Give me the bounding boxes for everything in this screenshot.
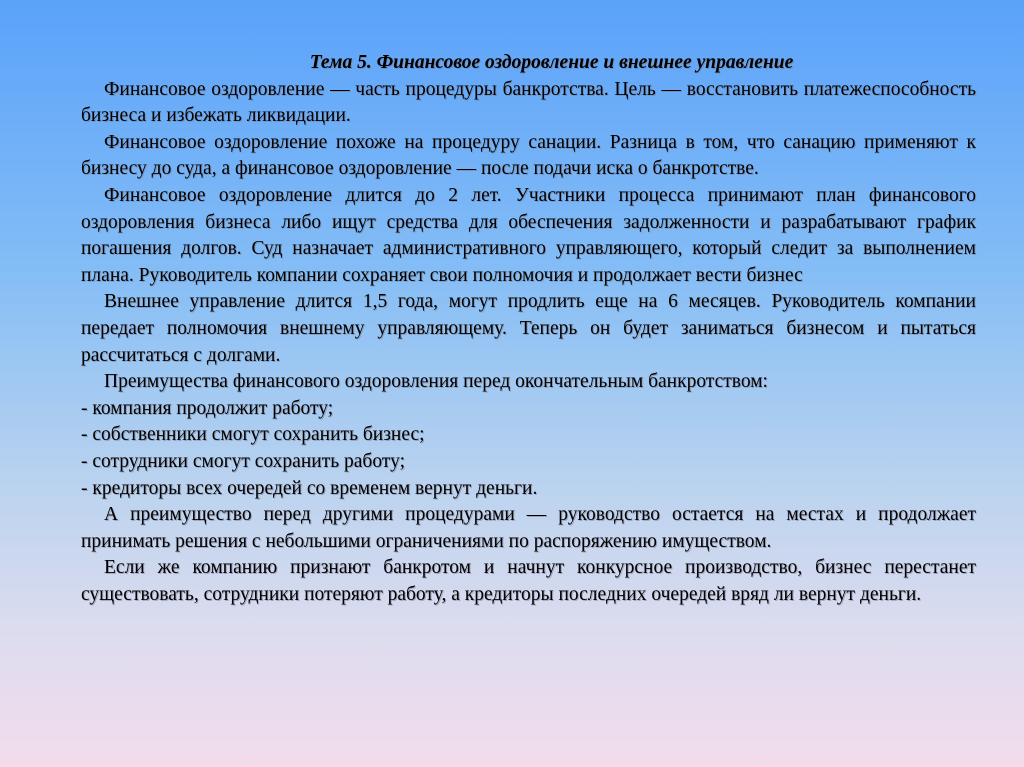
paragraph-sanation: Финансовое оздоровление похоже на процедуру санации. Разница в том, что санацию применяют к бизнесу до суда, а финансовое оздоровление — после подачи иска о банкротстве.	[81, 131, 976, 180]
slide-text	[81, 50, 976, 608]
paragraph-advantages-intro: Преимущества финансового оздоровления перед окончательным банкротством:	[104, 371, 768, 393]
list-item: - компания продолжит работу;	[81, 397, 334, 419]
paragraph-definition: Финансовое оздоровление — часть процедуры банкротства. Цель — восстановить платежеспособность бизнеса и избежать ликвидации.	[81, 78, 976, 127]
list-item: - кредиторы всех очередей со временем вернут деньги.	[81, 477, 538, 499]
list-item: - сотрудники смогут сохранить работу;	[81, 450, 405, 472]
paragraph-procedure-advantage: А преимущество перед другими процедурами — руководство остается на местах и продолжает принимать решения с небольшими ограничениями по распоряжению имуществом.	[81, 504, 976, 552]
list-item: - собственники смогут сохранить бизнес;	[81, 424, 425, 446]
slide-title: Тема 5. Финансовое оздоровление и внешнее управление	[309, 52, 794, 73]
paragraph-duration: Финансовое оздоровление длится до 2 лет. Участники процесса принимают план финансового оздоровления бизнеса либо ищут средства для обеспечения задолженности и разрабатывают график погашения долгов. Суд назначает административного управляющего, который следит за выполнением плана. Руководитель компании сохраняет свои полномочия и продолжает вести бизнес	[81, 184, 976, 286]
paragraph-bankruptcy-consequences: Если же компанию признают банкротом и начнут конкурсное производство, бизнес перестанет существовать, сотрудники потеряют работу, а кредиторы последних очередей вряд ли вернут деньги.	[81, 557, 976, 605]
paragraph-external-management: Внешнее управление длится 1,5 года, могут продлить еще на 6 месяцев. Руководитель компании передает полномочия внешнему управляющему. Теперь он будет заниматься бизнесом и пытаться рассчитаться с долгами.	[81, 291, 976, 366]
